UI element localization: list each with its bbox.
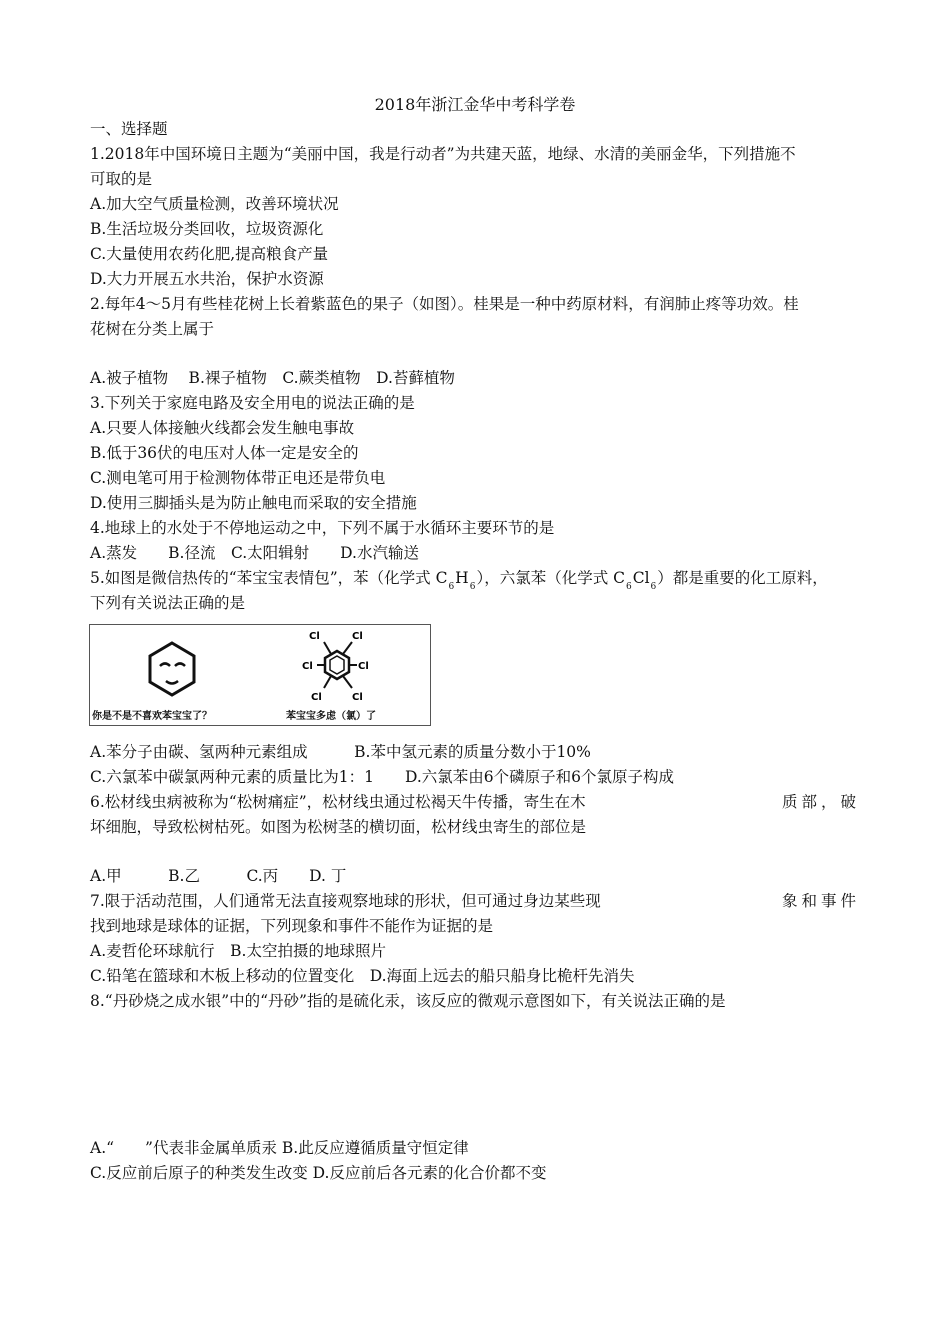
q3-option-d: D.使用三脚插头是为防止触电而采取的安全措施	[90, 494, 417, 512]
chlorine-label: Cl	[352, 692, 363, 703]
chlorine-label: Cl	[311, 692, 322, 703]
face-mouth	[166, 681, 178, 684]
formula-cl: Cl	[632, 569, 650, 587]
benzene-diagram	[90, 625, 430, 725]
q4-stem: 4.地球上的水处于不停地运动之中，下列不属于水循环主要环节的是	[90, 519, 555, 537]
q2-stem-line-2: 花树在分类上属于	[90, 320, 215, 338]
q7-options-ab: A.麦哲伦环球航行 B.太空拍摄的地球照片	[90, 942, 386, 960]
q3-stem: 3.下列关于家庭电路及安全用电的说法正确的是	[90, 394, 415, 412]
q5-stem-part-c: ）都是重要的化工原料，	[657, 569, 828, 587]
q3-option-b: B.低于36伏的电压对人体一定是安全的	[90, 444, 359, 462]
figure-caption-right: 苯宝宝多虑（氯）了	[286, 711, 376, 722]
section-heading: 一、选择题	[90, 120, 168, 138]
q3-option-a: A.只要人体接触火线都会发生触电事故	[90, 419, 355, 437]
q6-stem-line-2: 坏细胞，导致松树枯死。如图为松树茎的横切面，松材线虫寄生的部位是	[90, 818, 587, 836]
q4-options: A.蒸发 B.径流 C.太阳辑射 D.水汽输送	[90, 544, 419, 562]
q7-stem-line-1	[90, 889, 860, 914]
q7-stem-part-b: 象和事件	[781, 892, 860, 910]
face-eye-right	[175, 664, 185, 667]
q8-options-ab: A.“ ”代表非金属单质汞 B.此反应遵循质量守恒定律	[90, 1139, 469, 1157]
chlorine-label: Cl	[352, 631, 363, 642]
q7-options-cd: C.铅笔在篮球和木板上移动的位置变化 D.海面上远去的船只船身比桅杆先消失	[90, 967, 635, 985]
chlorine-label: Cl	[309, 631, 320, 642]
benzene-meme-figure	[89, 624, 431, 726]
q5-options-cd: C.六氯苯中碳氯两种元素的质量比为1：1 D.六氯苯由6个磷原子和6个氯原子构成	[90, 768, 674, 786]
q5-stem-part-a: 5.如图是微信热传的“苯宝宝表情包”，苯（化学式 C	[90, 569, 448, 587]
figure-caption-left: 你是不是不喜欢苯宝宝了？	[92, 711, 212, 722]
subscript: 6	[625, 582, 632, 592]
subscript: 6	[650, 582, 657, 592]
q6-stem-line-1	[90, 790, 860, 815]
q2-stem-line-1: 2.每年4～5月有些桂花树上长着紫蓝色的果子（如图）。桂果是一种中药原材料，有润肺止疼等功效。桂	[90, 295, 799, 313]
q6-options: A.甲 B.乙 C.丙 D. 丁	[90, 867, 347, 885]
subscript: 6	[448, 582, 455, 592]
q2-options: A.被子植物 B.裸子植物 C.蕨类植物 D.苔藓植物	[90, 369, 455, 387]
hexachlorobenzene-inner-ring	[330, 656, 344, 674]
page-title: 2018年浙江金华中考科学卷	[374, 95, 576, 114]
q1-option-b: B.生活垃圾分类回收，垃圾资源化	[90, 220, 324, 238]
q7-stem-part-a: 7.限于活动范围，人们通常无法直接观察地球的形状，但可通过身边某些现	[90, 892, 601, 910]
benzene-face-hexagon	[150, 643, 194, 695]
chlorine-label: Cl	[358, 661, 369, 672]
q1-option-a: A.加大空气质量检测，改善环境状况	[90, 195, 339, 213]
q1-option-c: C.大量使用农药化肥,提高粮食产量	[90, 245, 329, 263]
q5-stem-line-2: 下列有关说法正确的是	[90, 594, 246, 612]
q6-stem-part-b: 质部，破	[781, 793, 860, 811]
q5-stem-part-b: ），六氯苯（化学式 C	[476, 569, 625, 587]
q1-stem-line-2: 可取的是	[90, 170, 153, 188]
q8-stem: 8.“丹砂烧之成水银”中的“丹砂”指的是硫化汞，该反应的微观示意图如下，有关说法正确的是	[90, 992, 726, 1010]
subscript: 6	[469, 582, 476, 592]
face-eye-left	[160, 664, 170, 667]
chlorine-label: Cl	[302, 661, 313, 672]
q6-stem-part-a: 6.松材线虫病被称为“松树痛症”，松材线虫通过松褐天牛传播，寄生在木	[90, 793, 586, 811]
formula-h: H	[455, 569, 469, 587]
q3-option-c: C.测电笔可用于检测物体带正电还是带负电	[90, 469, 386, 487]
q5-options-ab: A.苯分子由碳、氢两种元素组成 B.苯中氢元素的质量分数小于10%	[90, 743, 591, 761]
q1-option-d: D.大力开展五水共治，保护水资源	[90, 270, 324, 288]
q8-options-cd: C.反应前后原子的种类发生改变 D.反应前后各元素的化合价都不变	[90, 1164, 547, 1182]
q5-stem-line-1	[90, 566, 828, 594]
q1-stem-line-1: 1.2018年中国环境日主题为“美丽中国，我是行动者”为共建天蓝，地绿、水清的美丽金华，下列措施不	[90, 145, 796, 163]
q7-stem-line-2: 找到地球是球体的证据，下列现象和事件不能作为证据的是	[90, 917, 494, 935]
